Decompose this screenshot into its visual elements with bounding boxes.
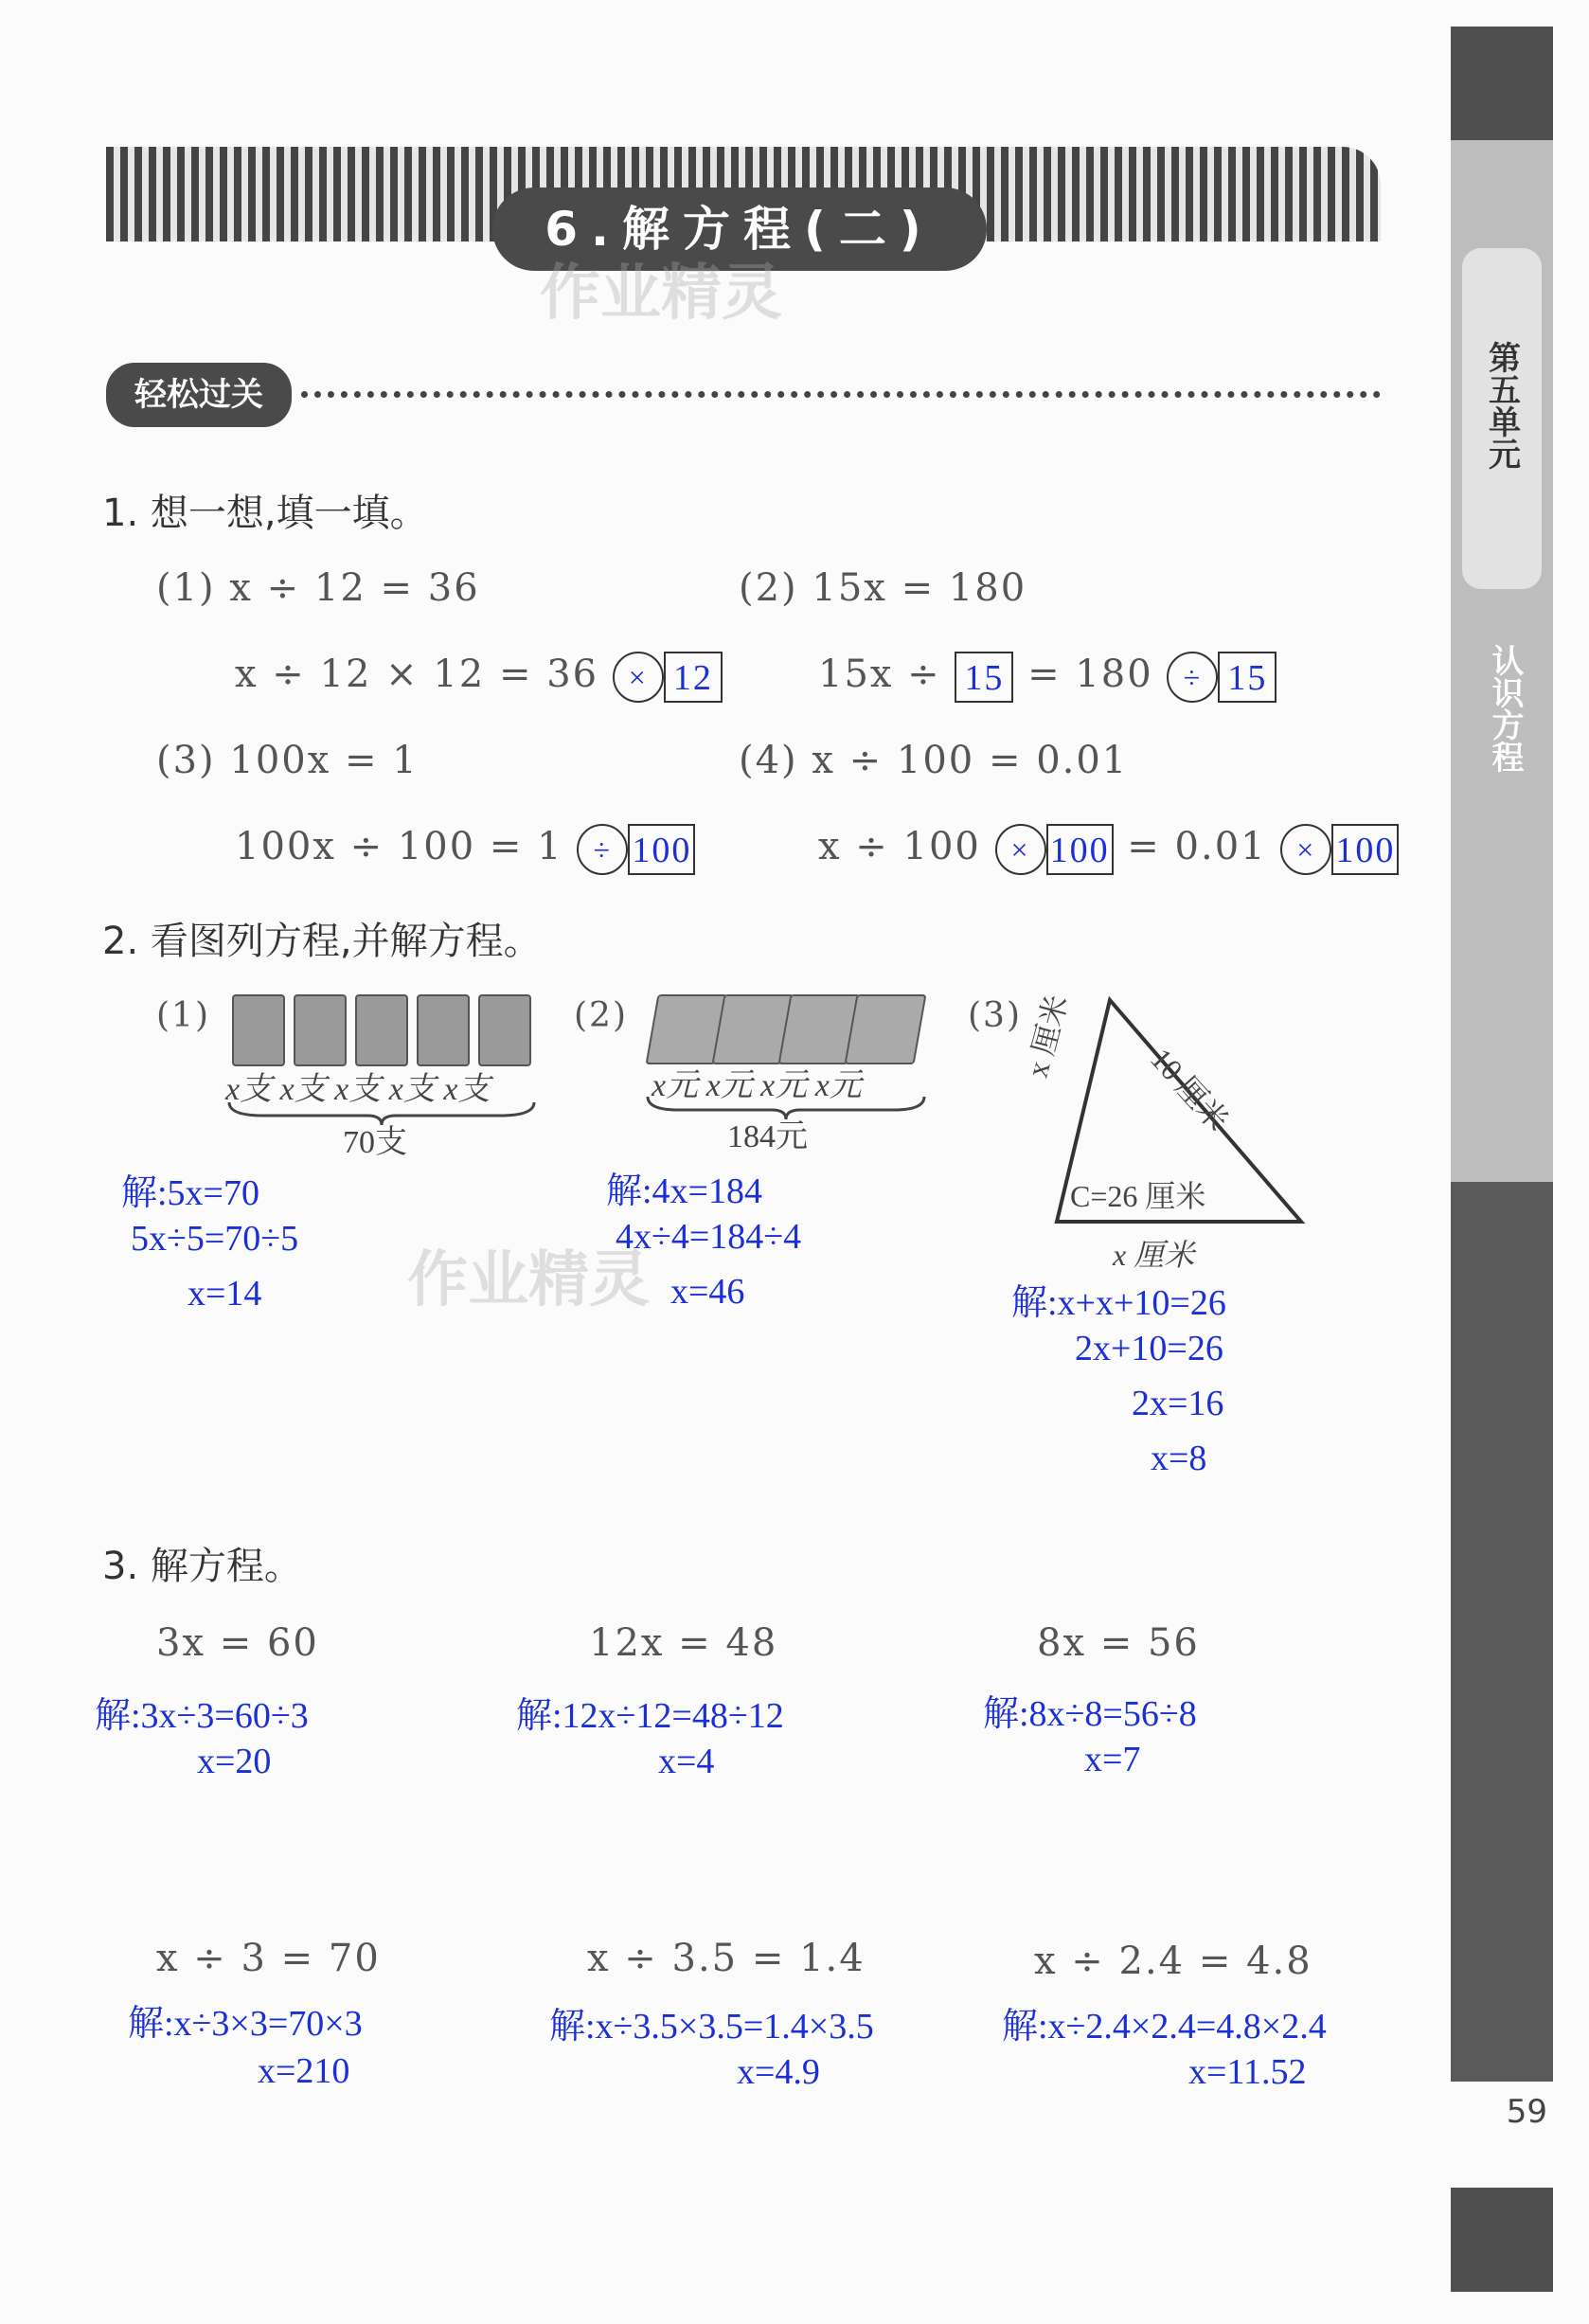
triangle-perimeter: C=26 厘米 [1070, 1179, 1206, 1213]
pencil-box-icon [417, 994, 470, 1066]
q3-answer-4b: x=210 [258, 2051, 350, 2091]
q3-answer-5b: x=4.9 [737, 2052, 820, 2092]
q2-p3-answer-4: x=8 [1151, 1439, 1207, 1478]
pencil-box-icon [478, 994, 531, 1066]
q2-p3-answer-2: 2x+10=26 [1075, 1329, 1223, 1368]
page-title: 6.解方程(二) [492, 188, 987, 271]
q3-answer-3a: 解:8x÷8=56÷8 [983, 1694, 1197, 1734]
answer-box: 15 [955, 652, 1013, 703]
side-tab-bottom [1451, 2188, 1553, 2292]
q3-equation-6: x ÷ 2.4 = 4.8 [1034, 1940, 1312, 1983]
q2-p2-answer-1: 解:4x=184 [606, 1171, 762, 1211]
q3-equation-4: x ÷ 3 = 70 [156, 1937, 381, 1980]
section-tag: 轻松过关 [106, 363, 292, 427]
q2-p2-answer-3: x=46 [670, 1272, 745, 1312]
watermark: 作业精灵 [540, 259, 782, 329]
question-2-label: 2. 看图列方程,并解方程。 [102, 920, 542, 963]
q1-p4-step: x ÷ 100 × 100 = 0.01 × 100 [818, 824, 1399, 875]
q3-answer-2b: x=4 [658, 1742, 715, 1781]
q3-answer-3b: x=7 [1084, 1740, 1141, 1779]
pencil-box-icon [294, 994, 347, 1066]
answer-box: 100 [628, 824, 695, 875]
q2-p1-answer-2: 5x÷5=70÷5 [131, 1219, 299, 1259]
answer-box: 12 [664, 652, 723, 703]
q2-p2-unit-labels: x元 x元 x元 x元 [652, 1068, 862, 1103]
q3-equation-2: 12x = 48 [589, 1621, 778, 1665]
side-tab-top [1451, 27, 1553, 140]
pencil-box-icon [232, 994, 285, 1066]
section-divider [301, 391, 1381, 398]
page-number: 59 [1506, 2093, 1547, 2131]
q1-p3-step: 100x ÷ 100 = 1 ÷ 100 [235, 824, 695, 875]
q1-p3-equation: (3) 100x = 1 [156, 739, 419, 782]
q1-p1-equation: (1) x ÷ 12 = 36 [156, 566, 480, 610]
q3-equation-5: x ÷ 3.5 = 1.4 [587, 1937, 866, 1980]
triangle-base: x 厘米 [1113, 1238, 1195, 1272]
q2-p1-unit-labels: x支 x支 x支 x支 x支 [225, 1072, 491, 1107]
topic-label: 认识方程 [1486, 644, 1524, 773]
triangle-side-left: x 厘米 [1019, 991, 1075, 1082]
pencil-box-icon [355, 994, 408, 1066]
q2-p1-answer-3: x=14 [187, 1274, 262, 1314]
operator-circle: × [613, 652, 664, 703]
operator-circle: ÷ [1167, 652, 1218, 703]
q3-equation-1: 3x = 60 [156, 1621, 319, 1665]
q3-answer-6a: 解:x÷2.4×2.4=4.8×2.4 [1002, 2007, 1327, 2047]
q3-answer-4a: 解:x÷3×3=70×3 [128, 2004, 363, 2044]
q2-p2-answer-2: 4x÷4=184÷4 [616, 1217, 802, 1257]
triangle-side-right: 10 厘米 [1144, 1041, 1236, 1138]
q2-p3-answer-3: 2x=16 [1132, 1384, 1224, 1423]
q3-equation-3: 8x = 56 [1037, 1621, 1200, 1665]
q1-p2-equation: (2) 15x = 180 [739, 566, 1027, 610]
unit-label: 第五单元 [1482, 341, 1521, 470]
q3-answer-6b: x=11.52 [1188, 2052, 1307, 2092]
q1-p1-step: x ÷ 12 × 12 = 36 × 12 [235, 652, 723, 703]
q2-p2-total: 184元 [727, 1119, 808, 1154]
answer-box: 15 [1218, 652, 1277, 703]
operator-circle: × [1280, 824, 1331, 875]
q2-p1-total: 70支 [343, 1125, 407, 1160]
q3-answer-5a: 解:x÷3.5×3.5=1.4×3.5 [549, 2007, 874, 2047]
q3-answer-1b: x=20 [197, 1742, 272, 1781]
question-3-label: 3. 解方程。 [102, 1545, 302, 1588]
q2-p1-answer-1: 解:5x=70 [121, 1173, 259, 1213]
q2-p3-tag: (3) [968, 996, 1022, 1035]
watermark: 作业精灵 [407, 1245, 650, 1315]
answer-box: 100 [1046, 824, 1114, 875]
side-tab-unit [1462, 248, 1542, 589]
operator-circle: ÷ [577, 824, 628, 875]
q1-p2-step: 15x ÷ 15 = 180 ÷ 15 [818, 652, 1277, 703]
q2-p2-tag: (2) [574, 996, 628, 1035]
q3-answer-1a: 解:3x÷3=60÷3 [95, 1696, 309, 1736]
answer-box: 100 [1331, 824, 1399, 875]
q2-p1-tag: (1) [156, 996, 210, 1035]
operator-circle: × [995, 824, 1046, 875]
side-tab-lower [1451, 1182, 1553, 2082]
book-icon [844, 994, 926, 1064]
q2-p3-answer-1: 解:x+x+10=26 [1011, 1283, 1226, 1323]
q1-p4-equation: (4) x ÷ 100 = 0.01 [739, 739, 1129, 782]
question-1-label: 1. 想一想,填一填。 [102, 492, 428, 535]
q3-answer-2a: 解:12x÷12=48÷12 [516, 1696, 784, 1736]
